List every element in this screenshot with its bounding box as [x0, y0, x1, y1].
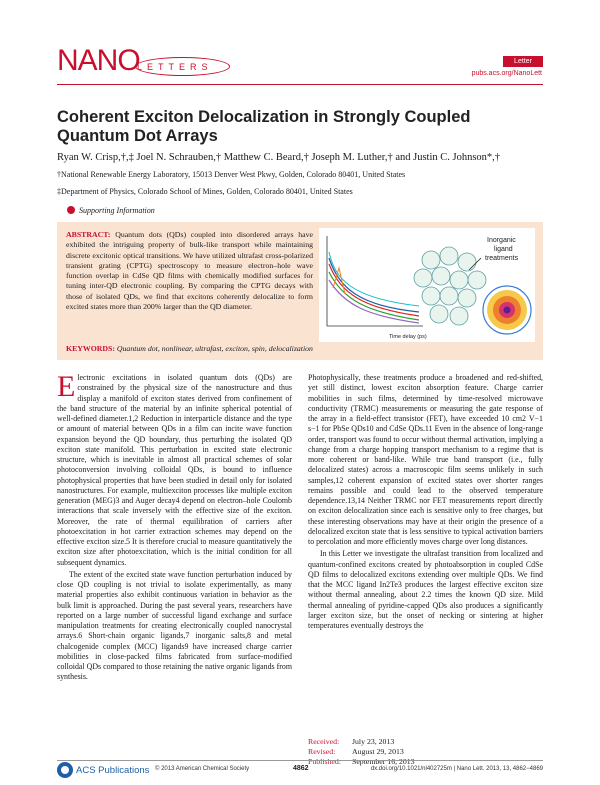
supporting-info-label: Supporting Information: [79, 206, 155, 215]
toc-label-2: ligand: [494, 246, 513, 253]
footer-divider: [57, 760, 543, 761]
affiliation-1: †National Renewable Energy Laboratory, 15013 Denver West Pkwy, Golden, Colorado 80401, United States: [57, 170, 406, 179]
supporting-info-icon: [67, 206, 75, 214]
toc-axis-label: Time delay (ps): [389, 334, 427, 340]
keywords-label: KEYWORDS:: [66, 344, 115, 353]
date-revised: Revised: August 29, 2013: [308, 747, 404, 756]
date-received: Received: July 23, 2013: [308, 737, 395, 746]
logo-nano-text: NANO: [57, 44, 140, 77]
body-paragraph-1-text: lectronic excitations in isolated quantum dots (QDs) are constrained by the physical size of the nanostructure and thus display a manifold of exciton states derived from confinement of the band structure of the material by an infinite spherical potential of well-defined diameter.1,2 Reduction in interparticle distance and the type or amount of material between QDs in a film can incite wave function expansion beyond the QD boundary, thus perturbing the isolated QD exciton state manifold. This perturbation in excited state electronic structure, which is inevitable in almost all practical schemes of solar photoconversion involving colloidal QDs, is bound to influence photophysical properties that have been studied in detail only for isolated nanostructures. For example, multiexciton processes like multiple exciton generation (MEG)3 and Auger decay4 depend on electron–hole Coulomb interactions that scale inversely with the effective size of the exciton. Moreover, the rate of thermal equilibration of carriers after photoexcitation in hot carrier extraction schemes may depend on the effective exciton size.5 It is therefore crucial to measure quantitatively the exciton size after photoexcitation, which is the initial condition for all subsequent dynamics.: [57, 373, 292, 567]
exciton-wavefunction-icon: [483, 286, 531, 334]
body-column-left: [57, 370, 292, 685]
journal-url-link[interactable]: pubs.acs.org/NanoLett: [471, 70, 542, 77]
abstract-label: ABSTRACT:: [66, 230, 111, 239]
article-title: Coherent Exciton Delocalization in Strongly Coupled Quantum Dot Arrays: [57, 108, 471, 145]
toc-label-3: treatments: [485, 255, 519, 262]
abstract-text-block: [66, 230, 313, 312]
supporting-info-link[interactable]: [67, 206, 155, 216]
publication-dates: [308, 737, 415, 767]
affiliation-2: ‡Department of Physics, Colorado School of Mines, Golden, Colorado 80401, United States: [57, 187, 353, 196]
drop-cap: E: [57, 370, 76, 403]
body-paragraph-1: [57, 370, 292, 568]
doi-citation-link[interactable]: dx.doi.org/10.1021/nl402725m | Nano Lett. 2013, 13, 4862−4869: [370, 766, 543, 772]
toc-graphic: [319, 228, 535, 342]
abstract-body: Quantum dots (QDs) coupled into disordered arrays have exhibited the intriguing property of bulk-like transport while maintaining discrete excitonic optical transitions. We have utilized ultrafast cross-polarized transient grating (CPTG) spectroscopy to measure electron–hole wave function overlap in CdSe QD films with chemically modified surfaces for tuning inter-QD electronic coupling. By comparing the CPTG decays with those of isolated QDs, we find that excitons coherently delocalize to form excited states more than 200% larger than the QD diameter.: [66, 230, 314, 312]
header-divider: [57, 84, 543, 85]
date-published: Published: September 16, 2013: [308, 757, 415, 766]
page-number: 4862: [293, 765, 309, 772]
article-type-badge: Letter: [503, 56, 543, 67]
keywords-line: [66, 344, 536, 354]
body-paragraph-3: Photophysically, these treatments produce a broadened and red-shifted, yet still distinct, lowest exciton absorption feature. Charge carrier mobilities in such films, determined by time-resolved microwave conductivity (TRMC) measurements or measuring the gate response of the array in a field-effect transistor (FET), have exceeded 10 cm2 V−1 s−1 for PbSe QDs10 and CdSe QDs.11 Even in the absence of long-range order, transport was found to occur without thermal activation, implying a change from a charge hopping transport mechanism to a regime that is more coherent or band-like. While true band transport (i.e., fully delocalized states) across a macroscopic film seems unlikely in such samples,12 coherent expansion of excited states over shorter ranges remains possible and could lead to the observed temperature dependence.13,14 Neither TRMC nor FET measurements report directly on exciton delocalization since each is sensitive only to free charges, but these interesting observations may have at their origin the presence of a delocalized exciton state that is less sensitive to typical activation barriers to percolation and more efficiently moves charge over long distances.: [308, 373, 543, 546]
acs-logo-icon: [57, 762, 73, 778]
toc-label-1: Inorganic: [487, 237, 516, 244]
body-column-right: [308, 373, 543, 633]
acs-logo-text: ACS Publications: [76, 764, 150, 776]
author-list: Ryan W. Crisp,†,‡ Joel N. Schrauben,† Matthew C. Beard,† Joseph M. Luther,† and Justin C. Johnson*,†: [57, 152, 501, 163]
body-paragraph-4: In this Letter we investigate the ultrafast transition from localized and quantum-confined excitons created by photoabsorption in coupled CdSe QD films to delocalized excitons extending over multiple QDs. We find that the MCC ligand In2Te3 produces the largest effective exciton size without thermal annealing, about 2.2 times the known QD size. Mild thermal annealing of pyridine-capped QDs also produces a significantly larger exciton size, but the onset of necking or sintering at higher temperatures eventually destroys the: [308, 549, 543, 630]
copyright-notice: © 2013 American Chemical Society: [155, 766, 250, 772]
body-paragraph-2: The extent of the excited state wave function perturbation induced by close QD coupling is not trivial to isolate experimentally, as many material properties also exhibit continuous variation in behavior as the bulk limit is approached. During the past several years, researchers have reported on a large number of successful ligand exchange and surface manipulation treatments for creating electronically coupled nanocrystal arrays.6 Short-chain organic ligands,7 inorganic salts,8 and metal chalcogenide complex (MCC) ligands9 have increased charge carrier mobilities in close-packed films fabricated from surface-modified colloidal QDs compared to those retaining the native organic ligands from synthesis.: [57, 569, 292, 682]
journal-logo: [57, 44, 237, 84]
abstract-box: [57, 222, 543, 360]
acs-publications-logo: [57, 762, 149, 778]
keywords-value: Quantum dot, nonlinear, ultrafast, exciton, spin, delocalization: [116, 344, 313, 353]
logo-letters-text: LETTERS: [137, 62, 213, 72]
